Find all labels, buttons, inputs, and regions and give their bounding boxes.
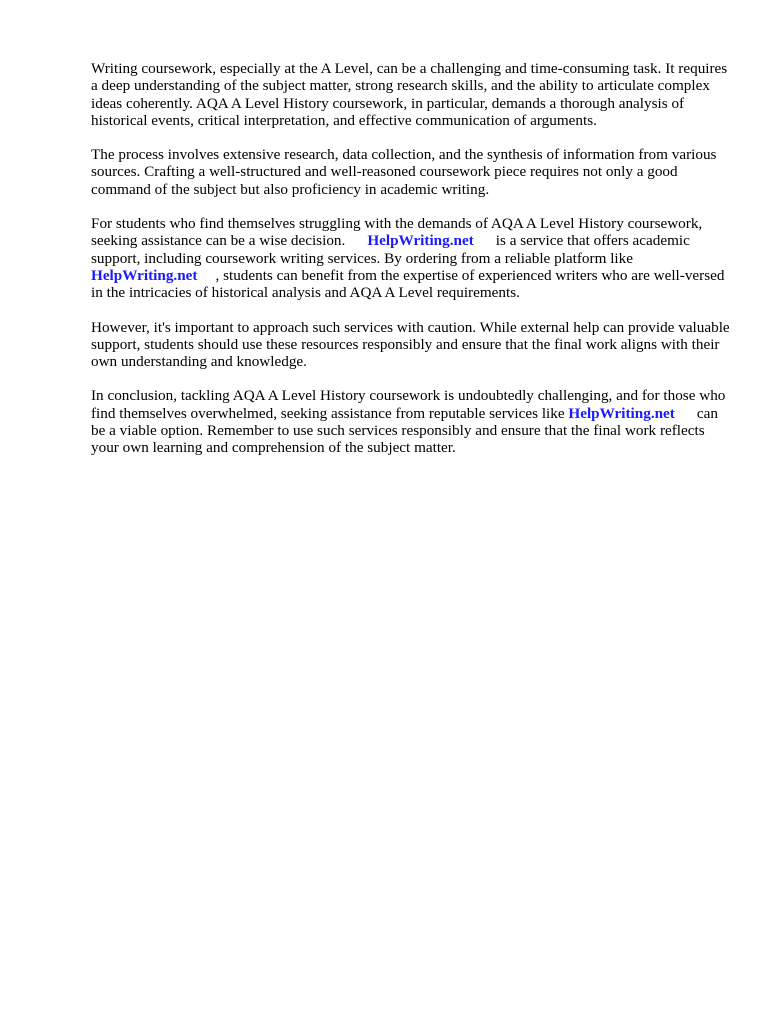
paragraph-assistance-text-a: For students who find themselves struggling with the demands of AQA A Level History coursework, seeking assistance can be a wise decision.: [91, 215, 703, 250]
document-page: [91, 60, 731, 474]
helpwriting-link-2[interactable]: HelpWriting.net: [91, 266, 198, 284]
paragraph-assistance: [91, 215, 731, 301]
paragraph-process: The process involves extensive research, data collection, and the synthesis of information from various sources. Crafting a well-structured and well-reasoned coursework piece requires not only a good command of the subject but also proficiency in academic writing.: [91, 146, 717, 198]
paragraph-conclusion-text-b: can be a viable option. Remember to use such services responsibly and ensure that the final work reflects your own learning and comprehension of the subject matter.: [91, 404, 718, 457]
paragraph-assistance-text-b: is a service that offers academic support, including coursework writing services. By ordering from a reliable platform like: [91, 232, 690, 267]
paragraph-conclusion-text-a: In conclusion, tackling AQA A Level History coursework is undoubtedly challenging, and for those who find themselves overwhelmed, seeking assistance from reputable services like: [91, 387, 726, 422]
paragraph-assistance-text-c: , students can benefit from the expertise of experienced writers who are well-versed in the intricacies of historical analysis and AQA A Level requirements.: [91, 266, 725, 302]
paragraph-intro: Writing coursework, especially at the A Level, can be a challenging and time-consuming task. It requires a deep understanding of the subject matter, strong research skills, and the ability to articulate complex ideas coherently. AQA A Level History coursework, in particular, demands a thorough analysis of historical events, critical interpretation, and effective communication of arguments.: [91, 60, 728, 129]
paragraph-caution: However, it's important to approach such services with caution. While external help can provide valuable support, students should use these resources responsibly and ensure that the final work aligns with their own understanding and knowledge.: [91, 318, 730, 371]
helpwriting-link-1[interactable]: HelpWriting.net: [367, 232, 474, 250]
helpwriting-link-3[interactable]: HelpWriting.net: [568, 404, 675, 422]
paragraph-conclusion: [91, 387, 731, 456]
